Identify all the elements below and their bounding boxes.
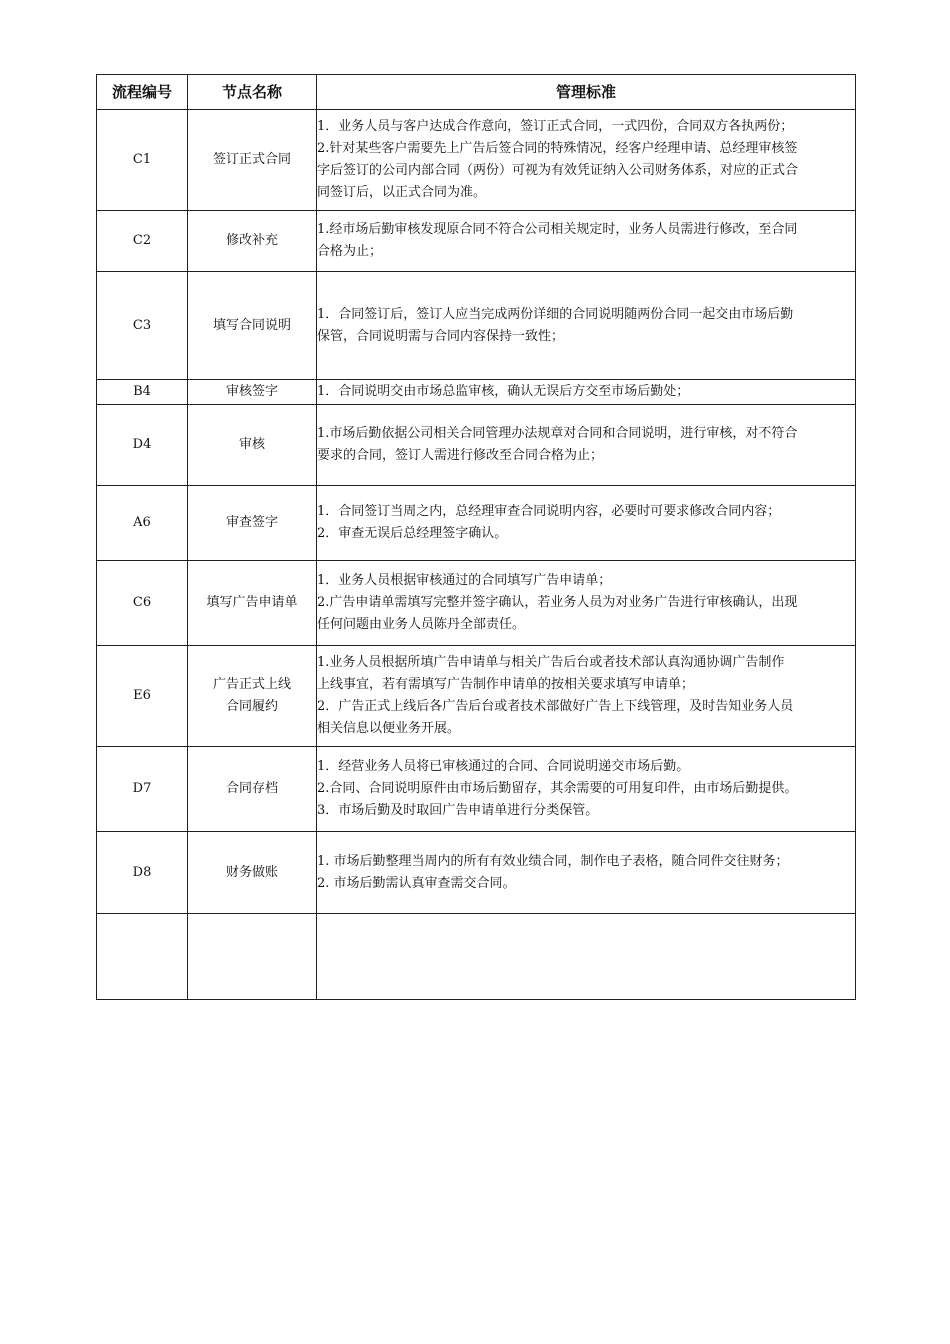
node-name-line: 合同履约 (225, 699, 278, 714)
standard-text-line: 任何问题由业务人员陈丹全部责任。 (317, 617, 526, 632)
management-standard-table (96, 74, 856, 1000)
standard-text-line: 同签订后，以正式合同为准。 (317, 185, 487, 200)
standard-text-line: 字后签订的公司内部合同（两份）可视为有效凭证纳入公司财务体系，对应的正式合 (317, 163, 799, 178)
standard-text-line: 1. 市场后勤整理当周内的所有有效业绩合同，制作电子表格，随合同件交往财务； (317, 853, 789, 869)
process-code-cell: C6 (97, 561, 188, 646)
table-row (97, 405, 856, 486)
node-name-cell (188, 832, 317, 914)
table-row (97, 272, 856, 380)
node-name-cell (188, 110, 317, 211)
node-name-line: 审核 (238, 437, 265, 452)
management-standard-cell (317, 380, 856, 405)
standard-text-line: 1.经市场后勤审核发现原合同不符合公司相关规定时，业务人员需进行修改，至合同 (317, 222, 798, 237)
standard-text-line: 上线事宜，若有需填写广告制作申请单的按相关要求填写申请单； (317, 677, 695, 692)
node-name-line: 合同存档 (225, 781, 278, 796)
standard-text-line: 1．业务人员与客户达成合作意向，签订正式合同，一式四份，合同双方各执两份； (317, 119, 794, 134)
management-standard-cell (317, 914, 856, 1000)
table-row (97, 832, 856, 914)
node-name-line: 填写合同说明 (212, 317, 291, 333)
standard-text-line: 2.针对某些客户需要先上广告后签合同的特殊情况，经客户经理申请、总经理审核签 (317, 141, 798, 156)
header-node-name: 节点名称 (188, 75, 317, 110)
management-standard-cell (317, 747, 856, 832)
process-code-cell: A6 (97, 486, 188, 561)
node-name-line: 广告正式上线 (212, 677, 291, 692)
standard-text-line: 1．合同说明交由市场总监审核，确认无误后方交至市场后勤处； (317, 384, 690, 399)
process-code-cell: B4 (97, 380, 188, 405)
standard-text-line: 2. 市场后勤需认真审查需交合同。 (317, 875, 516, 891)
standard-text-line: 保管，合同说明需与合同内容保持一致性； (317, 328, 565, 344)
management-standard-cell (317, 405, 856, 486)
node-name-line: 财务做账 (225, 864, 278, 880)
table-row (97, 110, 856, 211)
process-code-cell (97, 914, 188, 1000)
process-code-cell: D4 (97, 405, 188, 486)
process-code-cell: C2 (97, 211, 188, 272)
table-row (97, 646, 856, 747)
process-code-cell: D7 (97, 747, 188, 832)
standard-text-line: 1．合同签订后，签订人应当完成两份详细的合同说明随两份合同一起交由市场后勤 (317, 306, 794, 322)
process-code-cell: C3 (97, 272, 188, 380)
management-standard-cell (317, 646, 856, 747)
node-name-cell (188, 914, 317, 1000)
standard-text-line: 相关信息以便业务开展。 (317, 721, 461, 736)
node-name-line: 填写广告申请单 (206, 595, 298, 610)
table-header-row (97, 75, 856, 110)
standard-text-line: 2．审查无误后总经理签字确认。 (317, 526, 508, 541)
table-row (97, 747, 856, 832)
table-row (97, 561, 856, 646)
node-name-line: 修改补充 (225, 233, 278, 248)
standard-text-line: 2.合同、合同说明原件由市场后勤留存，其余需要的可用复印件，由市场后勤提供。 (317, 781, 798, 796)
process-code-cell: D8 (97, 832, 188, 914)
node-name-cell (188, 747, 317, 832)
table-row (97, 914, 856, 1000)
process-code-cell: E6 (97, 646, 188, 747)
node-name-cell (188, 486, 317, 561)
management-standard-cell (317, 832, 856, 914)
standard-text-line: 1.业务人员根据所填广告申请单与相关广告后台或者技术部认真沟通协调广告制作 (317, 655, 785, 670)
node-name-line: 审核签字 (225, 384, 278, 399)
table-body (97, 110, 856, 1000)
standard-text-line: 1．业务人员根据审核通过的合同填写广告申请单； (317, 573, 612, 588)
node-name-cell (188, 405, 317, 486)
standard-text-line: 1．合同签订当周之内，总经理审查合同说明内容，必要时可要求修改合同内容； (317, 504, 781, 519)
node-name-cell (188, 646, 317, 747)
management-standard-cell (317, 272, 856, 380)
standard-text-line: 1.市场后勤依据公司相关合同管理办法规章对合同和合同说明，进行审核，对不符合 (317, 426, 798, 441)
table-row (97, 380, 856, 405)
header-management-standard: 管理标准 (317, 75, 856, 110)
node-name-cell (188, 380, 317, 405)
node-name-cell (188, 211, 317, 272)
standard-text-line: 2.广告申请单需填写完整并签字确认，若业务人员为对业务广告进行审核确认，出现 (317, 595, 798, 610)
management-standard-cell (317, 486, 856, 561)
management-standard-cell (317, 211, 856, 272)
node-name-line: 审查签字 (225, 515, 278, 530)
process-code-cell: C1 (97, 110, 188, 211)
standard-text-line: 1．经营业务人员将已审核通过的合同、合同说明递交市场后勤。 (317, 759, 690, 774)
header-process-code: 流程编号 (97, 75, 188, 110)
standard-text-line: 要求的合同，签订人需进行修改至合同合格为止； (317, 448, 604, 463)
node-name-cell (188, 561, 317, 646)
node-name-line: 签订正式合同 (212, 152, 291, 167)
management-standard-cell (317, 561, 856, 646)
standard-text-line: 3．市场后勤及时取回广告申请单进行分类保管。 (317, 803, 599, 818)
standard-text-line: 2．广告正式上线后各广告后台或者技术部做好广告上下线管理，及时告知业务人员 (317, 699, 794, 714)
node-name-cell (188, 272, 317, 380)
management-standard-cell (317, 110, 856, 211)
table-row (97, 486, 856, 561)
standard-text-line: 合格为止； (317, 244, 383, 259)
table-row (97, 211, 856, 272)
